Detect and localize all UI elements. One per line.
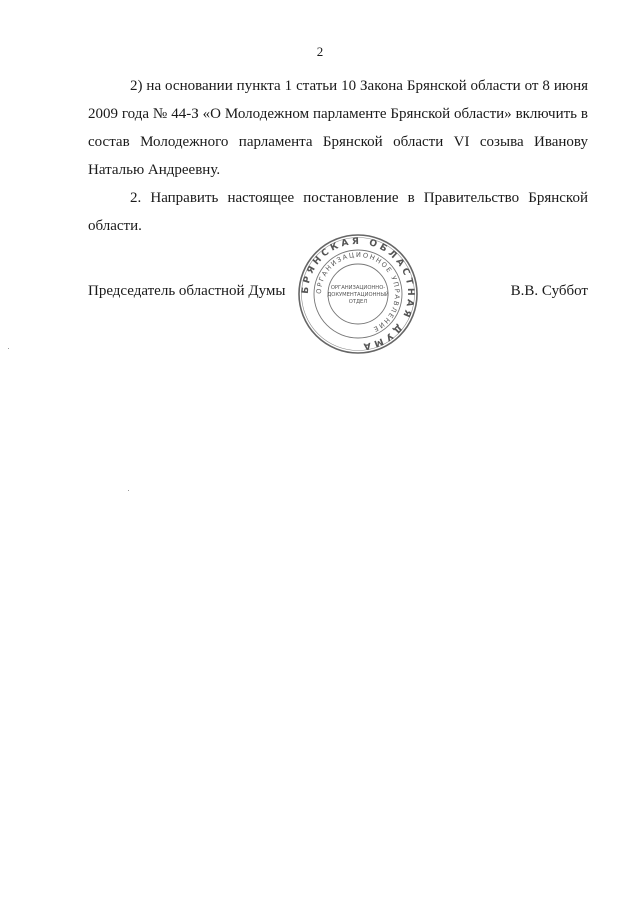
page-number: 2 [316, 44, 324, 59]
paragraph-include-member: 2) на основании пункта 1 статьи 10 Закона Брянской области от 8 июня 2009 года № 44-З «О Молодежном парламенте Брянской области» включить в состав Молодежного парламента Брянской области VI созыва Иванову Наталью Андреевну. [88, 78, 588, 178]
seal-center-line-2: ДОКУМЕНТАЦИОННЫЙ [327, 292, 389, 298]
seal-outer-text: БРЯНСКАЯ ОБЛАСТНАЯ ДУМА [299, 235, 417, 353]
scan-speck [8, 348, 9, 349]
seal-graphic [296, 232, 420, 356]
document-body [88, 72, 588, 240]
seal-center-line-1: ОРГАНИЗАЦИОННО- [330, 285, 386, 291]
seal-inner-text: ОРГАНИЗАЦИОННОЕ УПРАВЛЕНИЕ [314, 250, 402, 334]
signatory-name: В.В. Суббот [510, 283, 588, 299]
signatory-title: Председатель областной Думы [88, 283, 286, 299]
official-seal-stamp [296, 232, 420, 356]
scan-speck [128, 490, 129, 491]
seal-center-line-3: ОТДЕЛ [348, 299, 368, 305]
paragraph-send-to-government: 2. Направить настоящее постановление в Правительство Брянской области. [88, 190, 588, 234]
